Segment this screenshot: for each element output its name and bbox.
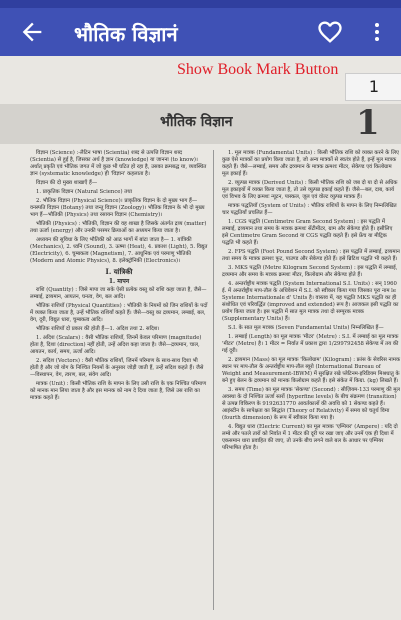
paragraph: 3. MKS पद्धति (Metre Kilogram Second System) : इस पद्धति में लम्बाई, द्रव्यमान और समय के मात्रक क्रमशः मीटर, किलोग्राम और सेकेण्ड होते हैं। (222, 265, 398, 278)
paragraph: 4. अन्तर्राष्ट्रीय मात्रक पद्धति (System International S.I. Units) : सन् 1960 ई. में अन्तर्राष्ट्रीय माप-तौल के अधिवेशन में S.I. को स्वीकार किया गया जिसका पूरा नाम le Systeme Internationale d' Units है। वास्तव में, यह पद्धति MKS पद्धति का ही संशोधित एवं परिवर्द्धित (improved and extended) रूप है। आजकल इसी पद्धति का प्रयोग किया जाता है। इस पद्धति में सात मूल मात्रक तथा दो सम्पूरक मात्रक (Supplementary Units) हैं। (222, 281, 399, 322)
paragraph: 3. समय (Time) का मूल मात्रक 'सेकण्ड' (Second) : सीज़ियम-133 परमाणु की मूल अवस्था के दो निश्चित ऊर्जा स्तरों (hyperfine levels) के बीच संक्रमण (transition) से उत्पन्न विकिरण के 9192631770 आवर्तकालों की अवधि को 1 सेकण्ड कहते हैं। आइंस्टीन के सापेक्षता का सिद्धांत (Theory of Relativity) में समय को चतुर्थ विमा (fourth dimension) के रूप में स्वीकार किया गया है। (222, 387, 401, 421)
paragraph: मात्रक (Unit) : किसी भौतिक राशि के मापन के लिए उसी राशि के एक निश्चित परिमाण को मानक मान लिया जाता है और इस मानक को नाम दे दिया जाता है, जिसे उस राशि का मात्रक कहते हैं। (30, 381, 207, 401)
paragraph: 1. अदिश (Scalars) : वैसी भौतिक राशियाँ, जिनमें केवल परिमाण (magnitude) होता है, दिशा (direction) नहीं होती, उन्हें अदिश कहा जाता है। जैसे—द्रव्यमान, चाल, आयतन, कार्य, समय, ऊर्जा आदि। (30, 335, 202, 355)
app-bar (0, 8, 401, 56)
paragraph: 4. विद्युत धारा (Electric Current) का मूल मात्रक 'एम्पियर' (Ampere) : यदि दो लम्बे और पतले तारों को निर्वात में 1 मीटर की दूरी पर रखा जाए और उनमें एक ही दिशा में एकसमान धारा प्रवाहित की जाए, तो उनके बीच लगने वाले बल के आधार पर एम्पियर परिभाषित होता है। (222, 424, 398, 451)
paragraph: S.I. के सात मूल मात्रक (Seven Fundamental Units) निम्नलिखित हैं— (228, 325, 384, 331)
paragraph: 1. मूल मात्रक (Fundamental Units) : किसी भौतिक राशि को व्यक्त करने के लिए कुछ ऐसे मात्रकों का प्रयोग किया जाता है, जो अन्य मात्रकों से स्वतंत्र होते हैं, इन्हें मूल मात्रक कहते हैं। जैसे—लम्बाई, समय और द्रव्यमान के मात्रक क्रमशः मीटर, सेकेण्ड एवं किलोग्राम मूल इकाई हैं। (222, 150, 399, 177)
paragraph: 2. व्युत्पन्न मात्रक (Derived Units) : किसी भौतिक राशि को जब दो या दो से अधिक मूल इकाइयों में व्यक्त किया जाता है, तो उसे व्युत्पन्न इकाई कहते हैं। जैसे—बल, दाब, कार्य एवं विभव के लिए क्रमशः न्यूटन, पास्कल, जूल एवं वोल्ट व्युत्पन्न मात्रक हैं। (222, 180, 398, 200)
paragraph: विज्ञान की दो मुख्य शाखाएँ हैं— (36, 180, 98, 186)
page-title: भौतिक विज्ञानं (74, 22, 178, 46)
paragraph: 2. सदिश (Vectors) : वैसी भौतिक राशियाँ, जिनमें परिमाण के साथ-साथ दिशा भी होती है और जो योग के निश्चित नियमों के अनुसार जोड़ी जाती हैं, उन्हें सदिश कहते हैं। जैसे—विस्थापन, वेग, त्वरण, बल, संवेग आदि। (30, 358, 204, 378)
section-heading: 1. मापन (108, 278, 130, 285)
paragraph: 2. द्रव्यमान (Mass) का मूल मात्रक 'किलोग्राम' (Kilogram) : फ्रांस के सेवरिस नामक स्थान पर माप-तौल के अन्तर्राष्ट्रीय माप-तौल ब्यूरो (International Bureau of Weight and Measurement-IBWM) में सुरक्षित रखे प्लेटिनम-इरिडियम मिश्रधातु के बने हुए बेलन के द्रव्यमान को मानक किलोग्राम कहते हैं। इसे संकेत में किग्रा. (kg) लिखते हैं। (222, 357, 401, 384)
paragraph: विज्ञान (Science) :-लैटिन भाषा (Scientia) शब्द से उत्पत्ति विज्ञान शब्द (Scientia) से हुई है, जिसका अर्थ है ज्ञान (knowledge) या जानना (to know)। अर्थात् प्रकृति एवं भौतिक जगत में जो कुछ भी घटित हो रहा है, उसका क्रमबद्ध या, व्यवस्थित ज्ञान (systematic knowledge) ही 'विज्ञान' कहलाता है। (30, 150, 207, 177)
paragraph: भौतिक राशियाँ (Physical Quantities) : भौतिकी के नियमों को जिन राशियों के पदों में व्यक्त किया जाता है, उन्हें भौतिक राशियाँ कहते हैं। जैसे—वस्तु का द्रव्यमान, लम्बाई, बल, वेग, दूरी, विद्युत धारा, चुम्बकत्व आदि। (30, 303, 208, 323)
paragraph: 1. लम्बाई (Length) का मूल मात्रक 'मीटर' (Metre) : S.I. में लम्बाई का मूल मात्रक 'मीटर' (Metre) है। 1 मीटर = निर्वात में प्रकाश द्वारा 1/299792458 सेकेण्ड में तय की गई दूरी। (222, 334, 399, 354)
status-bar (0, 0, 401, 8)
column-divider (213, 150, 214, 610)
more-vert-icon[interactable] (365, 18, 389, 46)
unit-heading: I. यांत्रिकी (105, 267, 133, 276)
right-text-column (222, 150, 400, 454)
paragraph: 2. FPS पद्धति (Foot Pound Second System) : इस पद्धति में लम्बाई, द्रव्यमान तथा समय के मात्रक क्रमशः फुट, पाउण्ड और सेकेण्ड होते हैं। इसे ब्रिटिश पद्धति भी कहते हैं। (222, 249, 400, 262)
show-bookmark-button[interactable]: Show Book Mark Button (177, 61, 339, 78)
chapter-number: 1 (356, 103, 380, 143)
paragraph: 1. प्राकृतिक विज्ञान (Natural Science) तथा (36, 189, 132, 195)
paragraph: मात्रक पद्धतियाँ (System of Units) : भौतिक राशियों के मापन के लिए निम्नलिखित चार पद्धतियाँ प्रचलित हैं— (222, 203, 397, 216)
paragraph: भौतिकी (Physics) : भौतिकी, विज्ञान की वह शाखा है जिसके अंतर्गत द्रव्य (matter) तथा ऊर्जा (energy) और उनकी परस्पर क्रियाओं का अध्ययन किया जाता है। (30, 221, 207, 234)
heart-outline-icon[interactable] (316, 18, 344, 46)
paragraph: 2. भौतिक विज्ञान (Physical Science)। प्राकृतिक विज्ञान के दो मुख्य भाग हैं—वनस्पति विज्ञान (Botany) तथा जन्तु विज्ञान (Zoology)। भौतिक विज्ञान के भी दो मुख्य भाग हैं—भौतिकी (Physics) तथा रसायन विज्ञान (Chemistry)। (30, 198, 205, 218)
paragraph: राशि (Quantity) : जिसे मापा जा सके ऐसी प्रत्येक वस्तु को राशि कहा जाता है, जैसे—लम्बाई, द्रव्यमान, आयतन, घनत्व, वेग, बल आदि। (30, 287, 207, 300)
page-number-box: 1 (345, 73, 401, 101)
paragraph: 1. CGS पद्धति (Centimetre Gram Second System) : इस पद्धति में लम्बाई, द्रव्यमान तथा समय के मात्रक क्रमशः सेंटीमीटर, ग्राम और सेकेण्ड होते हैं। इसीलिए इसे Centimetre Gram Second या CGS पद्धति कहते हैं। इसे फ्रेंच या मीट्रिक पद्धति भी कहते हैं। (222, 219, 393, 246)
chapter-title: भौतिक विज्ञान (160, 114, 233, 130)
left-text-column (30, 150, 208, 404)
paragraph: भौतिक राशियाँ दो प्रकार की होती हैं—1. अदिश तथा 2. सदिश। (36, 326, 160, 332)
arrow-back-icon[interactable] (18, 18, 46, 46)
paragraph: अध्ययन की सुविधा के लिए भौतिकी को आठ भागों में बांटा जाता है— 1. यांत्रिकी (Mechanics), 2. ध्वनि (Sound), 3. ऊष्मा (Heat), 4. प्रकाश (Light), 5. विद्युत (Electricity), 6. चुम्बकत्व (Magnetism), 7. आधुनिक एवं परमाणु भौतिकी (Modern and Atomic Physics), 8. इलेक्ट्रॉनिकी (Electronics)। (30, 237, 208, 264)
